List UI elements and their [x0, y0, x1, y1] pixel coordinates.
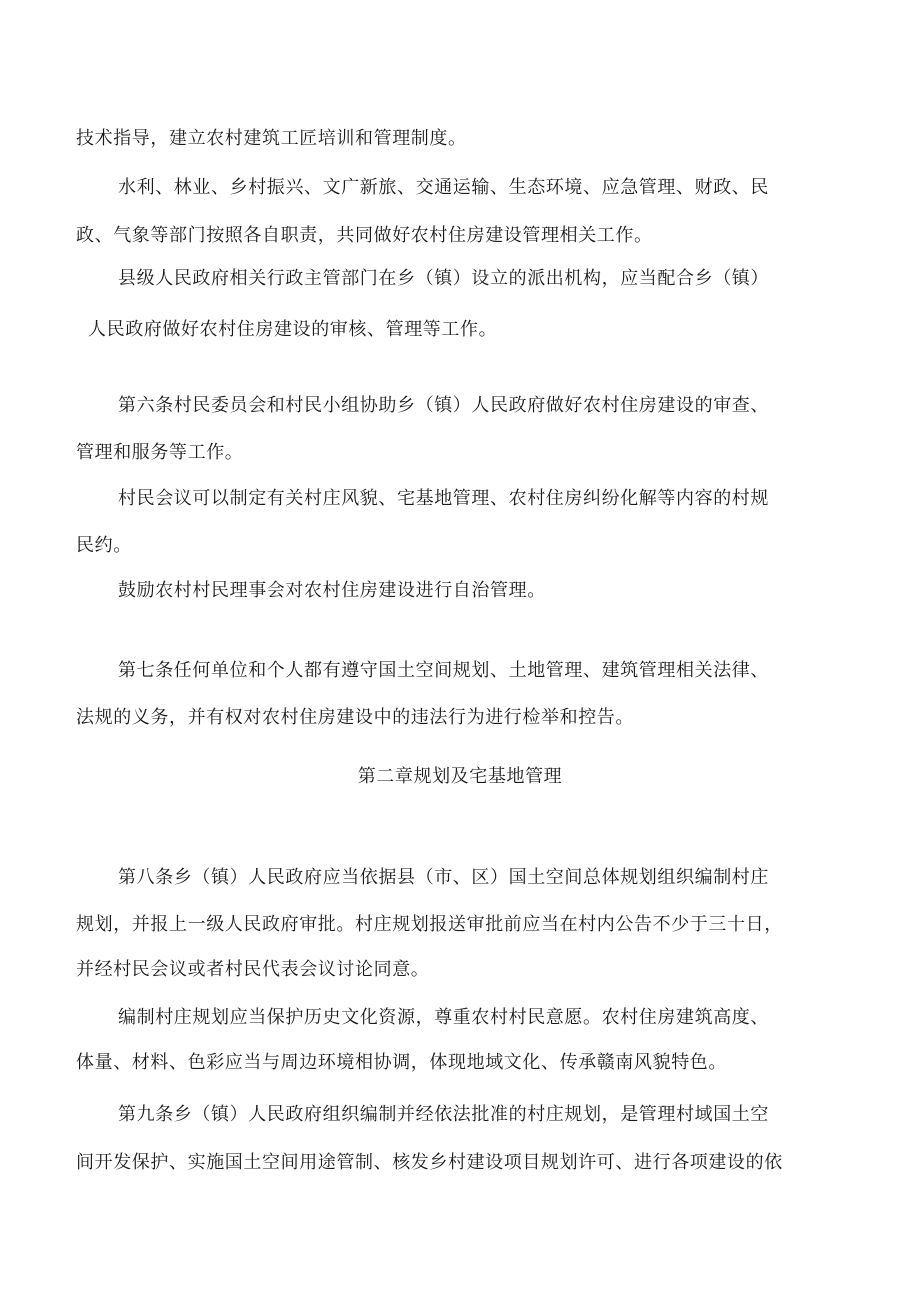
text-line: 体量、材料、色彩应当与周边环境相协调，体现地域文化、传承赣南风貌特色。	[76, 1052, 727, 1073]
text-line: 法规的义务，并有权对农村住房建设中的违法行为进行检举和控告。	[76, 707, 634, 728]
text-line: 村民会议可以制定有关村庄风貌、宅基地管理、农村住房纠纷化解等内容的村规	[118, 488, 769, 509]
text-line: 鼓励农村村民理事会对农村住房建设进行自治管理。	[118, 580, 546, 601]
text-line: 政、气象等部门按照各自职责，共同做好农村住房建设管理相关工作。	[76, 225, 653, 246]
chapter-heading: 第二章规划及宅基地管理	[357, 766, 563, 787]
text-line: 民约。	[76, 535, 132, 556]
text-line: 并经村民会议或者村民代表会议讨论同意。	[76, 959, 430, 980]
text-line: 人民政府做好农村住房建设的审核、管理等工作。	[88, 319, 498, 340]
text-line: 编制村庄规划应当保护历史文化资源，尊重农村村民意愿。农村住房建筑高度、	[118, 1007, 769, 1028]
text-line: 水利、林业、乡村振兴、文广新旅、交通运输、生态环境、应急管理、财政、民	[118, 177, 769, 198]
text-line: 技术指导，建立农村建筑工匠培训和管理制度。	[76, 128, 467, 149]
article-9-line: 第九条乡（镇）人民政府组织编制并经依法批准的村庄规划，是管理村域国土空	[118, 1104, 769, 1125]
article-7-line: 第七条任何单位和个人都有遵守国土空间规划、土地管理、建筑管理相关法律、	[118, 660, 769, 681]
article-6-line: 第六条村民委员会和村民小组协助乡（镇）人民政府做好农村住房建设的审查、	[118, 395, 769, 416]
text-line: 间开发保护、实施国土空间用途管制、核发乡村建设项目规划许可、进行各项建设的依	[76, 1152, 783, 1173]
text-line: 县级人民政府相关行政主管部门在乡（镇）设立的派出机构，应当配合乡（镇）	[118, 268, 769, 289]
article-8-line: 第八条乡（镇）人民政府应当依据县（市、区）国土空间总体规划组织编制村庄	[118, 867, 769, 888]
text-line: 规划，并报上一级人民政府审批。村庄规划报送审批前应当在村内公告不少于三十日，	[76, 914, 783, 935]
text-line: 管理和服务等工作。	[76, 442, 244, 463]
